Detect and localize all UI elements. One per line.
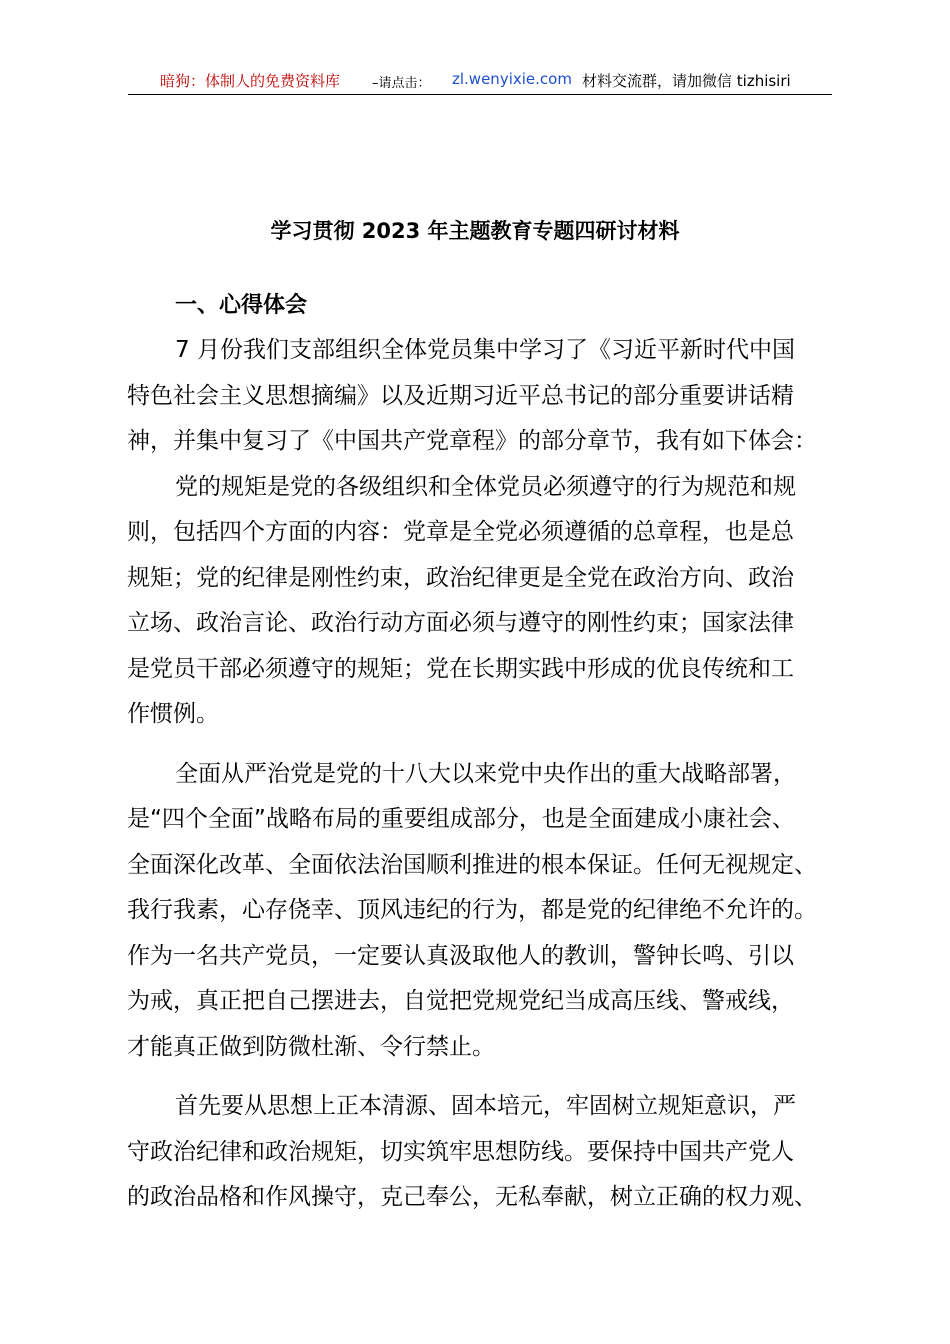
paragraph-line: 是党员干部必须遵守的规矩；党在长期实践中形成的优良传统和工 [127, 655, 794, 682]
paragraph-line: 全面从严治党是党的十八大以来党中央作出的重大战略部署， [175, 760, 796, 787]
section-heading: 一、心得体会 [175, 293, 308, 318]
paragraph-line: 特色社会主义思想摘编》以及近期习近平总书记的部分重要讲话精 [127, 382, 794, 409]
paragraph-line: 首先要从思想上正本清源、固本培元，牢固树立规矩意识，严 [175, 1093, 796, 1119]
paragraph-line: 作为一名共产党员，一定要认真汲取他人的教训，警钟长鸣、引以 [127, 942, 794, 969]
paragraph-line: 全面深化改革、全面依法治国顺利推进的根本保证。任何无视规定、 [127, 851, 817, 878]
paragraph-line: 才能真正做到防微杜渐、令行禁止。 [127, 1033, 495, 1060]
paragraph-line: 党的规矩是党的各级组织和全体党员必须遵守的行为规范和规 [175, 473, 796, 500]
paragraph-1 [127, 328, 842, 465]
paragraph-3 [127, 752, 842, 1071]
header-click-prompt: –请点击： [372, 76, 431, 91]
paragraph-line: 为戒，真正把自己摆进去，自觉把党规党纪当成高压线、警戒线， [127, 988, 794, 1014]
paragraph-line: 我行我素，心存侥幸、顶风违纪的行为，都是党的纪律绝不允许的。 [127, 897, 817, 923]
paragraph-4 [127, 1084, 842, 1221]
page-header [128, 64, 832, 95]
paragraph-line: 是“四个全面”战略布局的重要组成部分，也是全面建成小康社会、 [127, 806, 795, 832]
paragraph-line: 规矩；党的纪律是刚性约束，政治纪律更是全党在政治方向、政治 [127, 564, 794, 591]
paragraph-line: 则，包括四个方面的内容：党章是全党必须遵循的总章程，也是总 [127, 519, 794, 545]
paragraph-gap [127, 738, 842, 752]
paragraph-line: 作惯例。 [127, 701, 219, 727]
document-title: 学习贯彻 2023 年主题教育专题四研讨材料 [270, 219, 680, 243]
paragraph-line: 7 月份我们支部组织全体党员集中学习了《习近平新时代中国 [175, 337, 795, 363]
header-url-link[interactable]: zl.wenyixie.com [452, 70, 572, 88]
document-body [127, 328, 842, 1221]
paragraph-line: 守政治纪律和政治规矩，切实筑牢思想防线。要保持中国共产党人 [127, 1138, 794, 1165]
paragraph-line: 立场、政治言论、政治行动方面必须与遵守的刚性约束；国家法律 [127, 610, 794, 636]
paragraph-2 [127, 465, 842, 738]
header-wechat-note: 材料交流群，请加微信 tizhisiri [582, 72, 791, 90]
paragraph-line: 神，并集中复习了《中国共产党章程》的部分章节，我有如下体会： [127, 428, 817, 454]
paragraph-line: 的政治品格和作风操守，克己奉公，无私奉献，树立正确的权力观、 [127, 1184, 817, 1210]
header-brand: 暗狗：体制人的免费资料库 [160, 72, 341, 90]
paragraph-gap [127, 1070, 842, 1084]
